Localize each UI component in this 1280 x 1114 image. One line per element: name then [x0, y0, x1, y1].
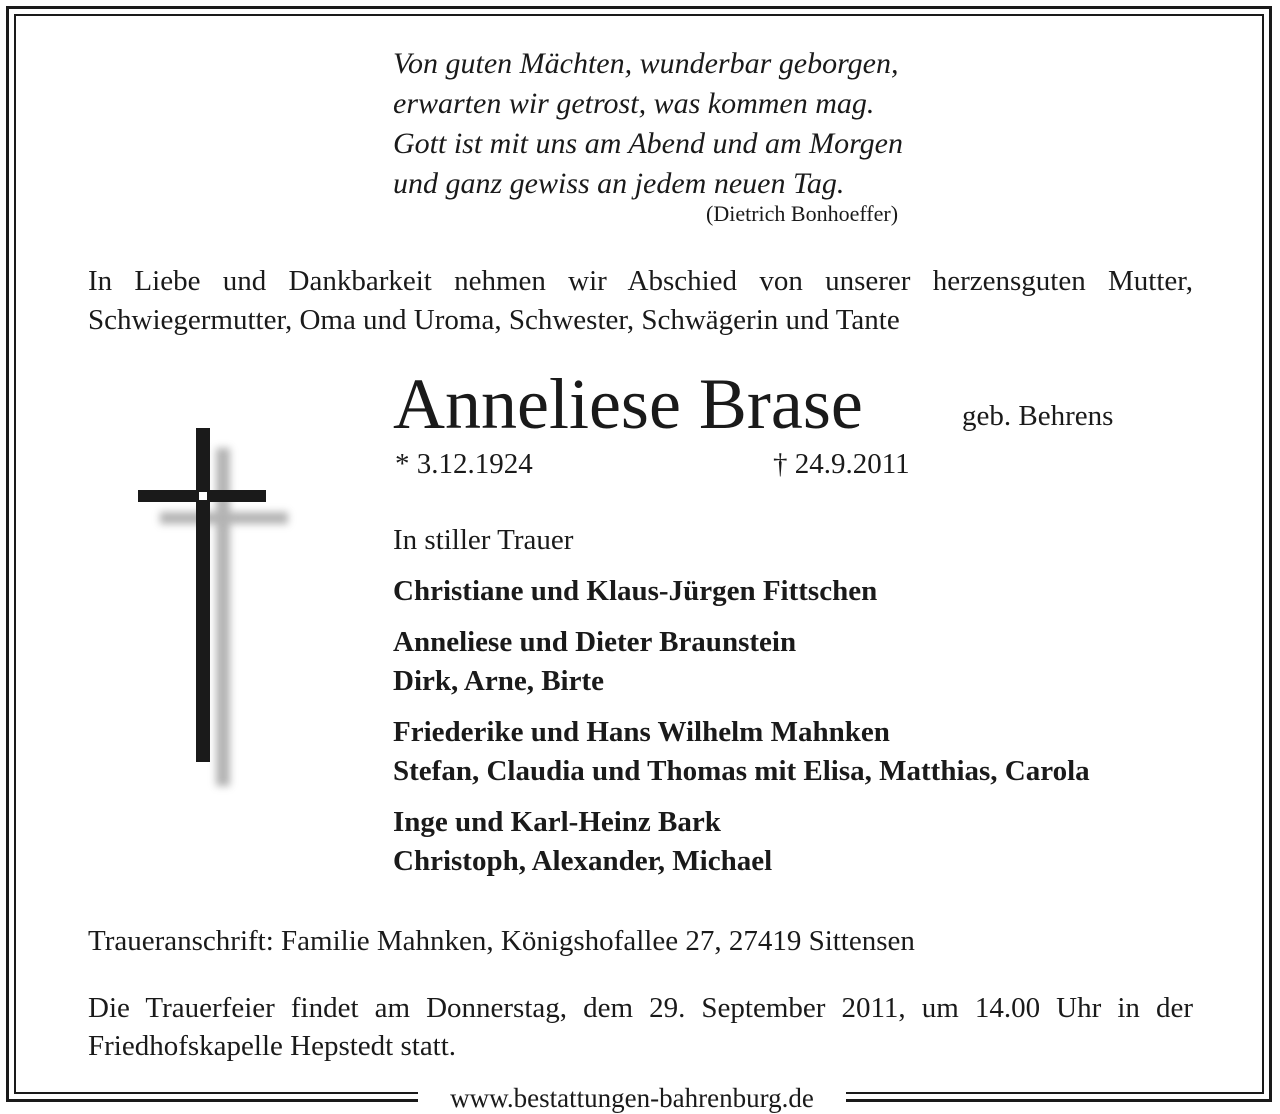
- poem-line: Von guten Mächten, wunderbar geborgen,: [393, 47, 899, 80]
- mourner-line: Christiane und Klaus-Jürgen Fittschen: [393, 575, 878, 607]
- mourner-group: [393, 623, 1090, 701]
- intro-line: In Liebe und Dankbarkeit nehmen wir Abschied von unserer herzensguten Mutter,: [88, 265, 1193, 297]
- intro-text: [88, 262, 1193, 340]
- mourner-line: Inge und Karl-Heinz Bark: [393, 806, 721, 838]
- mourners-list: [393, 572, 1090, 893]
- mourning-address: Traueranschrift: Familie Mahnken, Königshofallee 27, 27419 Sittensen: [88, 925, 915, 957]
- ceremony-line: Friedhofskapelle Hepstedt statt.: [88, 1030, 457, 1062]
- mourner-line: Stefan, Claudia und Thomas mit Elisa, Matthias, Carola: [393, 755, 1090, 787]
- deceased-name: Anneliese Brase: [393, 364, 863, 444]
- mourner-group: [393, 803, 1090, 881]
- mourning-label: In stiller Trauer: [393, 524, 574, 556]
- poem-line: und ganz gewiss an jedem neuen Tag.: [393, 167, 845, 200]
- mourner-line: Christoph, Alexander, Michael: [393, 845, 773, 877]
- birth-date: * 3.12.1924: [395, 448, 533, 480]
- intro-line: Schwiegermutter, Oma und Uroma, Schwester, Schwägerin und Tante: [88, 304, 900, 336]
- poem-line: Gott ist mit uns am Abend und am Morgen: [393, 127, 903, 160]
- cross-icon: [130, 420, 310, 800]
- mourner-group: [393, 572, 1090, 611]
- poem: [393, 44, 903, 204]
- ceremony-line: Die Trauerfeier findet am Donnerstag, dem 29. September 2011, um 14.00 Uhr in der: [88, 992, 1193, 1024]
- death-date: † 24.9.2011: [773, 448, 910, 480]
- mourner-group: [393, 713, 1090, 791]
- poem-author: (Dietrich Bonhoeffer): [706, 201, 899, 226]
- birth-name: geb. Behrens: [962, 400, 1114, 432]
- footer-url[interactable]: www.bestattungen-bahrenburg.de: [450, 1083, 814, 1113]
- ceremony-notice: [88, 989, 1193, 1065]
- mourner-line: Friederike und Hans Wilhelm Mahnken: [393, 716, 890, 748]
- mourner-line: Dirk, Arne, Birte: [393, 665, 605, 697]
- mourner-line: Anneliese und Dieter Braunstein: [393, 626, 797, 658]
- poem-line: erwarten wir getrost, was kommen mag.: [393, 87, 875, 120]
